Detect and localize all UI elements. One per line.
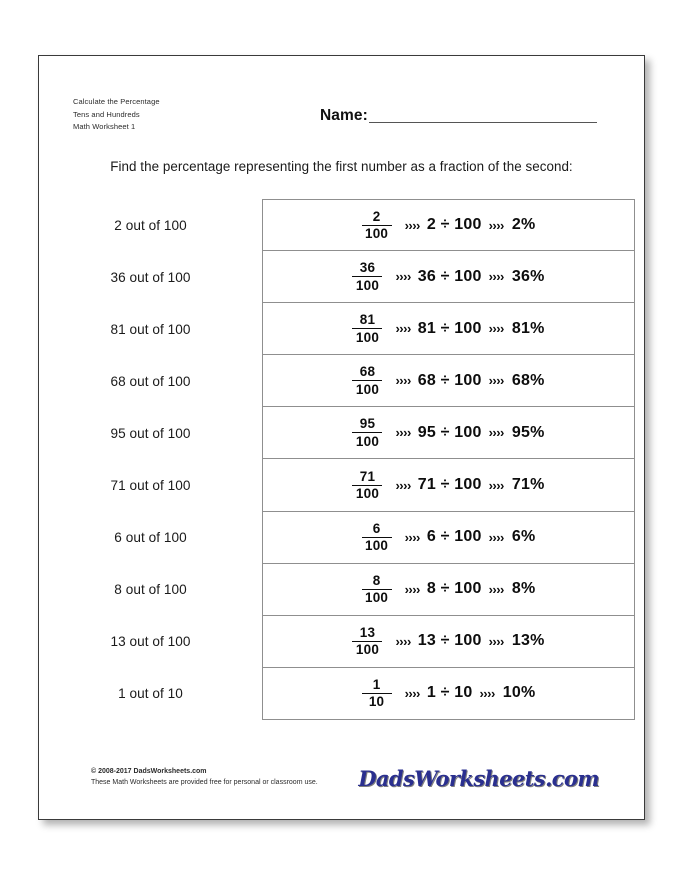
problem-list bbox=[39, 199, 644, 720]
fraction-numerator: 95 bbox=[359, 416, 376, 432]
dadsworksheets-logo[interactable]: DadsWorksheets.com bbox=[358, 766, 599, 791]
fraction-denominator: 100 bbox=[365, 226, 389, 242]
percentage-result: 8% bbox=[511, 580, 536, 598]
meta-line-title: Calculate the Percentage bbox=[73, 97, 160, 106]
arrow-icon: ›››› bbox=[488, 321, 504, 337]
division-expression: 68 ÷ 100 bbox=[417, 371, 482, 389]
arrow-icon: ›››› bbox=[488, 477, 504, 493]
problem-work bbox=[352, 470, 544, 501]
arrow-icon: ›››› bbox=[488, 425, 504, 441]
division-expression: 6 ÷ 100 bbox=[426, 528, 482, 546]
problem-work bbox=[362, 522, 536, 553]
arrow-icon: ›››› bbox=[404, 685, 420, 701]
name-input-rule[interactable] bbox=[369, 121, 597, 123]
fraction-denominator: 100 bbox=[355, 329, 380, 345]
problem-work-cell[interactable] bbox=[262, 564, 635, 616]
worksheet-page bbox=[38, 55, 645, 820]
arrow-icon: ›››› bbox=[395, 477, 411, 493]
problem-row bbox=[39, 668, 644, 720]
fraction bbox=[362, 210, 392, 241]
arrow-icon: ›››› bbox=[395, 321, 411, 337]
problem-work bbox=[352, 626, 544, 657]
fraction bbox=[362, 678, 392, 709]
fraction-denominator: 100 bbox=[365, 538, 389, 554]
instruction-text: Find the percentage representing the first number as a fraction of the second: bbox=[110, 159, 573, 174]
fraction-numerator: 68 bbox=[359, 364, 376, 380]
fraction-numerator: 13 bbox=[359, 624, 376, 640]
fraction bbox=[362, 522, 392, 553]
percentage-result: 13% bbox=[511, 632, 545, 650]
problem-row bbox=[39, 616, 644, 668]
name-field-block bbox=[320, 107, 597, 125]
fraction-numerator: 71 bbox=[359, 468, 376, 484]
problem-work bbox=[362, 574, 536, 605]
problem-work bbox=[352, 313, 544, 344]
problem-row bbox=[39, 459, 644, 511]
fraction bbox=[352, 365, 382, 396]
problem-work-cell[interactable] bbox=[262, 355, 635, 407]
problem-row bbox=[39, 251, 644, 303]
percentage-result: 6% bbox=[511, 528, 536, 546]
arrow-icon: ›››› bbox=[488, 529, 504, 545]
arrow-icon: ›››› bbox=[395, 425, 411, 441]
fraction-numerator: 6 bbox=[372, 520, 381, 536]
fraction bbox=[352, 313, 382, 344]
percentage-result: 68% bbox=[511, 371, 545, 389]
worksheet-meta bbox=[73, 96, 160, 134]
problem-prompt: 6 out of 100 bbox=[114, 530, 187, 546]
problem-work bbox=[362, 210, 536, 241]
problem-row bbox=[39, 407, 644, 459]
problem-work-cell[interactable] bbox=[262, 668, 635, 720]
problem-row bbox=[39, 564, 644, 616]
problem-prompt: 8 out of 100 bbox=[114, 582, 187, 598]
percentage-result: 2% bbox=[511, 216, 536, 234]
fraction bbox=[352, 470, 382, 501]
problem-row bbox=[39, 512, 644, 564]
problem-prompt: 95 out of 100 bbox=[110, 425, 191, 441]
fraction bbox=[352, 261, 382, 292]
copyright-line: © 2008-2017 DadsWorksheets.com bbox=[91, 768, 207, 775]
division-expression: 8 ÷ 100 bbox=[426, 580, 482, 598]
arrow-icon: ›››› bbox=[395, 373, 411, 389]
usage-line: These Math Worksheets are provided free for personal or classroom use. bbox=[91, 779, 318, 786]
name-label: Name: bbox=[320, 107, 368, 124]
fraction-denominator: 100 bbox=[355, 642, 380, 658]
division-expression: 2 ÷ 100 bbox=[426, 216, 482, 234]
division-expression: 13 ÷ 100 bbox=[417, 632, 482, 650]
arrow-icon: ›››› bbox=[395, 269, 411, 285]
problem-work bbox=[362, 678, 536, 709]
fraction-denominator: 100 bbox=[355, 433, 380, 449]
arrow-icon: ›››› bbox=[488, 269, 504, 285]
fraction bbox=[352, 417, 382, 448]
worksheet-header bbox=[39, 56, 644, 131]
problem-work-cell[interactable] bbox=[262, 303, 635, 355]
meta-line-subject: Tens and Hundreds bbox=[73, 109, 140, 119]
percentage-result: 10% bbox=[502, 684, 536, 702]
percentage-result: 95% bbox=[511, 423, 545, 441]
worksheet-footer bbox=[39, 753, 644, 797]
problem-work-cell[interactable] bbox=[262, 616, 635, 668]
problem-work-cell[interactable] bbox=[262, 251, 635, 303]
percentage-result: 71% bbox=[511, 476, 545, 494]
fraction-numerator: 36 bbox=[359, 260, 376, 276]
fraction-numerator: 8 bbox=[372, 572, 381, 588]
problem-work-cell[interactable] bbox=[262, 199, 635, 251]
arrow-icon: ›››› bbox=[488, 633, 504, 649]
problem-work-cell[interactable] bbox=[262, 459, 635, 511]
arrow-icon: ›››› bbox=[479, 685, 495, 701]
problem-work bbox=[352, 417, 544, 448]
problem-work bbox=[352, 261, 544, 292]
problem-prompt: 71 out of 100 bbox=[110, 478, 191, 494]
problem-row bbox=[39, 199, 644, 251]
arrow-icon: ›››› bbox=[404, 529, 420, 545]
problem-prompt: 68 out of 100 bbox=[110, 373, 191, 389]
meta-line-number: Math Worksheet 1 bbox=[73, 122, 136, 131]
fraction-denominator: 10 bbox=[368, 694, 385, 710]
fraction-denominator: 100 bbox=[355, 486, 380, 502]
problem-row bbox=[39, 355, 644, 407]
arrow-icon: ›››› bbox=[488, 581, 504, 597]
problem-prompt: 81 out of 100 bbox=[110, 321, 191, 337]
problem-row bbox=[39, 303, 644, 355]
percentage-result: 36% bbox=[511, 267, 545, 285]
fraction bbox=[352, 626, 382, 657]
division-expression: 81 ÷ 100 bbox=[417, 319, 482, 337]
problem-prompt: 13 out of 100 bbox=[110, 634, 191, 650]
problem-work-cell[interactable] bbox=[262, 407, 635, 459]
fraction-denominator: 100 bbox=[355, 277, 380, 293]
division-expression: 71 ÷ 100 bbox=[417, 476, 482, 494]
percentage-result: 81% bbox=[511, 319, 545, 337]
arrow-icon: ›››› bbox=[395, 633, 411, 649]
division-expression: 1 ÷ 10 bbox=[426, 684, 473, 702]
problem-prompt: 2 out of 100 bbox=[114, 217, 187, 233]
copyright-block bbox=[91, 766, 318, 788]
arrow-icon: ›››› bbox=[404, 581, 420, 597]
fraction bbox=[362, 574, 392, 605]
division-expression: 36 ÷ 100 bbox=[417, 267, 482, 285]
arrow-icon: ›››› bbox=[404, 217, 420, 233]
fraction-numerator: 1 bbox=[372, 676, 381, 692]
arrow-icon: ›››› bbox=[488, 373, 504, 389]
problem-prompt: 1 out of 10 bbox=[118, 686, 183, 702]
arrow-icon: ›››› bbox=[488, 217, 504, 233]
problem-work bbox=[352, 365, 544, 396]
fraction-denominator: 100 bbox=[355, 381, 380, 397]
problem-prompt: 36 out of 100 bbox=[110, 269, 191, 285]
fraction-numerator: 2 bbox=[372, 208, 381, 224]
problem-work-cell[interactable] bbox=[262, 512, 635, 564]
fraction-numerator: 81 bbox=[359, 312, 376, 328]
division-expression: 95 ÷ 100 bbox=[417, 423, 482, 441]
fraction-denominator: 100 bbox=[365, 590, 389, 606]
